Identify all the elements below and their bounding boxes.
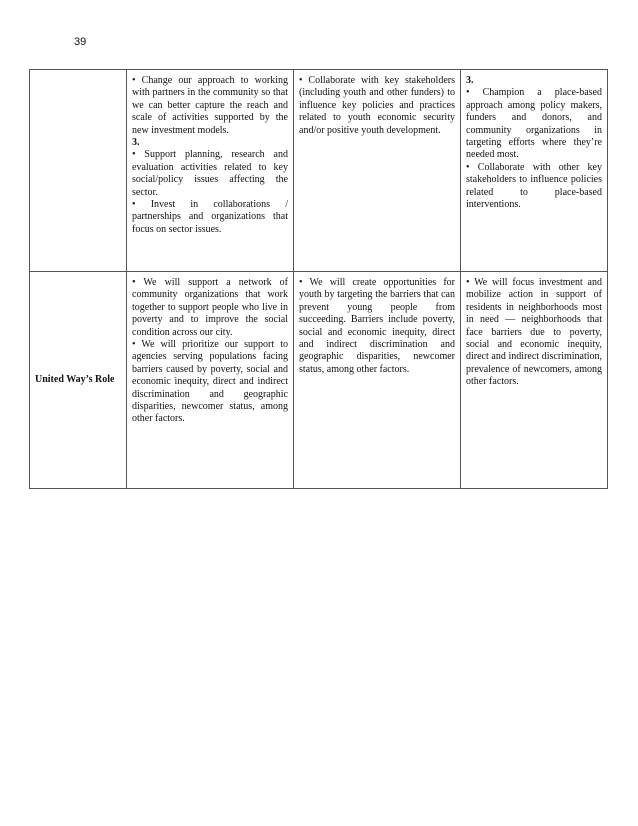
cell-section-number: 3. <box>466 75 474 86</box>
table-cell-role-2 <box>294 272 461 489</box>
cell-paragraph: • We will focus investment and mobilize action in support of residents in neighborhoods most in need — neighborhoods that face barriers due to poverty, social and economic inequity, direct and indirect discrimination, prevalence of newcomers, among other factors. <box>466 277 602 388</box>
table-cell-role-1 <box>127 272 294 489</box>
cell-paragraph: • Invest in collaborations / partnerships and organizations that focus on sector issues. <box>132 199 288 235</box>
cell-paragraph: • We will prioritize our support to agencies serving populations facing barriers caused by poverty, social and economic inequity, direct and indirect discrimination and geographic disparities, newcomer status, among other factors. <box>132 339 288 425</box>
page-number: 39 <box>74 36 87 48</box>
row-label-cell: United Way’s Role <box>30 272 127 489</box>
cell-paragraph: • Support planning, research and evaluation activities related to key social/policy issues affecting the sector. <box>132 149 288 198</box>
table-row <box>30 272 608 489</box>
table-cell-role-3 <box>461 272 608 489</box>
cell-paragraph: • We will support a network of community organizations that work together to support people who live in poverty and to improve the social condition across our city. <box>132 277 288 338</box>
cell-paragraph: • Change our approach to working with partners in the community so that we can better capture the reach and scale of activities supported by the new investment models. <box>132 75 288 136</box>
cell-paragraph: • Champion a place-based approach among policy makers, funders and donors, and community organizations in targeting efforts where they’re needed most. <box>466 87 602 161</box>
cell-paragraph: • Collaborate with key stakeholders (including youth and other funders) to influence key policies and practices related to youth economic security and/or positive youth development. <box>299 75 455 136</box>
strategy-table <box>29 69 608 489</box>
table-cell-strategy-2 <box>294 70 461 272</box>
cell-paragraph: • Collaborate with other key stakeholders to influence policies related to place-based interventions. <box>466 161 602 211</box>
row-label-cell <box>30 70 127 272</box>
cell-paragraph: • We will create opportunities for youth by targeting the barriers that can prevent young people from succeeding. Barriers include poverty, social and economic inequity, direct and indirect discrimination and geographic disparities, newcomer status, among other factors. <box>299 277 455 375</box>
table-row <box>30 70 608 272</box>
table-cell-strategy-3 <box>461 70 608 272</box>
cell-section-number: 3. <box>132 137 140 149</box>
table-cell-strategy-1 <box>127 70 294 272</box>
